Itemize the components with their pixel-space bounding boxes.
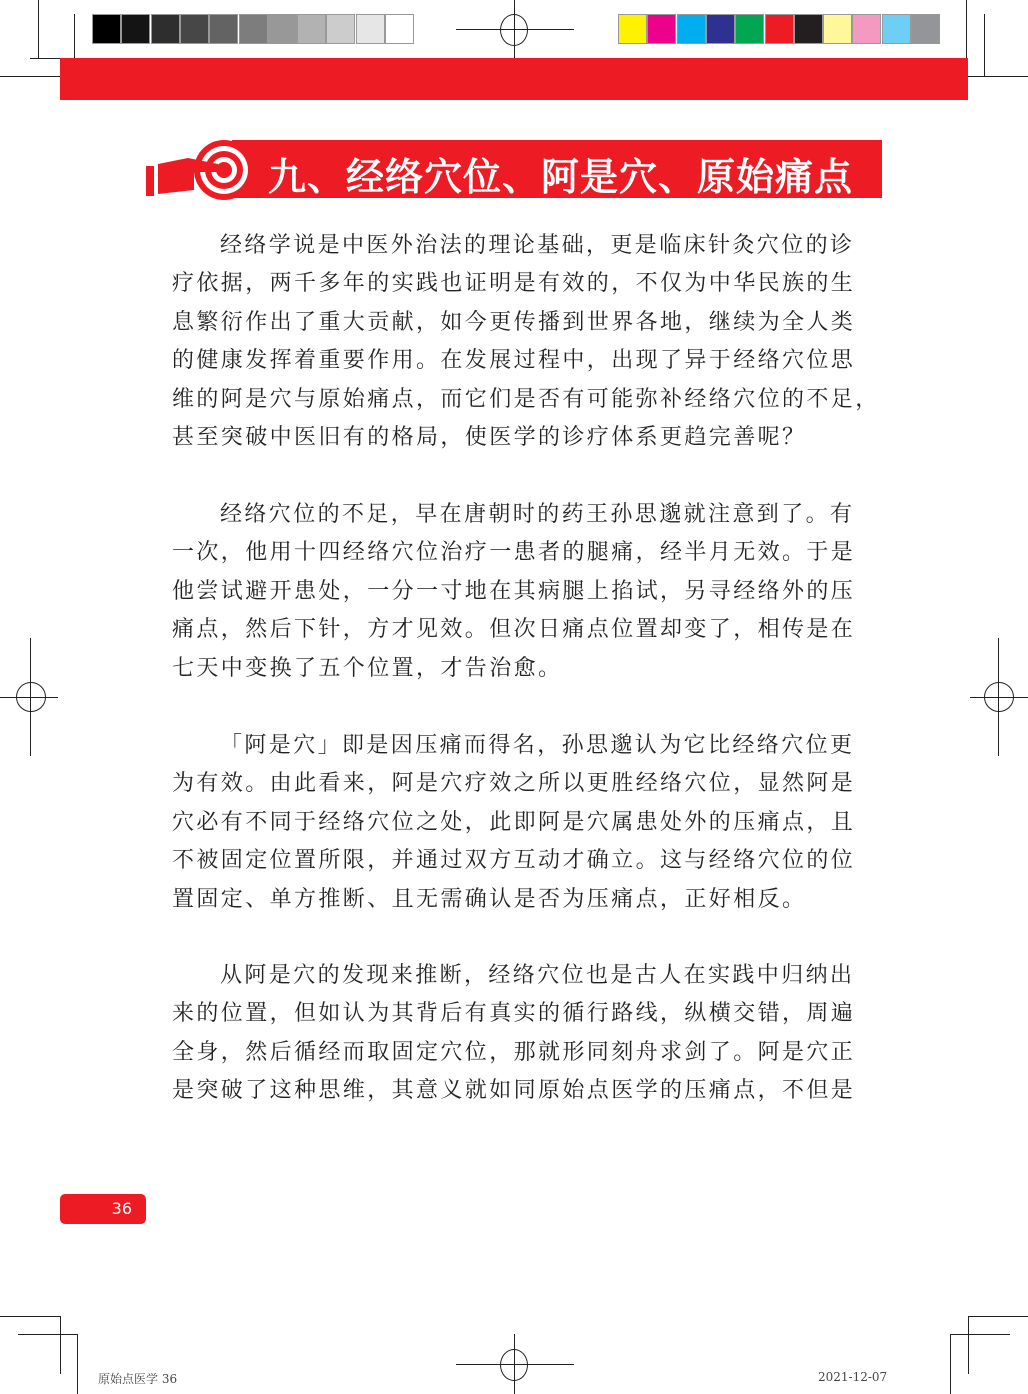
crop-mark <box>60 1316 61 1374</box>
text-line: 疗依据，两千多年的实践也证明是有效的，不仅为中华民族的生 <box>172 271 856 297</box>
pointing-hand-target-icon <box>144 140 264 202</box>
crop-mark <box>30 58 60 59</box>
crop-mark <box>77 1334 78 1394</box>
crop-mark <box>38 0 39 58</box>
registration-mark <box>16 682 46 712</box>
crop-mark <box>950 1334 1010 1335</box>
color-swatch <box>647 14 676 44</box>
color-swatch <box>239 14 268 44</box>
text-line: 经络穴位的不足，早在唐朝时的药王孙思邈就注意到了。有 <box>220 502 855 527</box>
color-swatch <box>209 14 238 44</box>
color-swatch <box>121 14 150 44</box>
color-swatch <box>326 14 355 44</box>
registration-mark <box>500 1349 528 1381</box>
text-line: 他尝试避开患处，一分一寸地在其病腿上掐试，另寻经络外的压 <box>172 578 856 604</box>
text-line: 穴必有不同于经络穴位之处，此即阿是穴属患处外的压痛点，且 <box>172 809 856 835</box>
color-swatch <box>268 14 297 44</box>
color-swatch <box>297 14 326 44</box>
text-line: 全身，然后循经而取固定穴位，那就形同刻舟求剑了。阿是穴正 <box>172 1039 856 1065</box>
footer-date: 2021-12-07 <box>818 1370 888 1384</box>
text-line: 为有效。由此看来，阿是穴疗效之所以更胜经络穴位，显然阿是 <box>172 771 856 797</box>
color-swatch <box>794 14 823 44</box>
text-line: 来的位置，但如认为其背后有真实的循行路线，纵横交错，周遍 <box>172 1001 856 1027</box>
page-number-badge: 36 <box>60 1194 146 1224</box>
color-swatch <box>385 14 414 44</box>
crop-mark <box>18 1334 78 1335</box>
text-line: 七天中变换了五个位置，才告治愈。 <box>172 655 563 681</box>
registration-mark <box>984 682 1014 712</box>
header-band <box>60 58 968 100</box>
text-line: 置固定、单方推断、且无需确认是否为压痛点，正好相反。 <box>172 886 807 912</box>
color-swatch <box>677 14 706 44</box>
text-line: 从阿是穴的发现来推断，经络穴位也是古人在实践中归纳出 <box>220 963 855 988</box>
color-swatch <box>823 14 852 44</box>
crop-mark <box>968 76 1028 77</box>
text-line: 甚至突破中医旧有的格局，使医学的诊疗体系更趋完善呢？ <box>172 425 807 450</box>
crop-mark <box>950 1334 951 1394</box>
text-line: 的健康发挥着重要作用。在发展过程中，出现了异于经络穴位思 <box>172 348 856 374</box>
text-line: 经络学说是中医外治法的理论基础，更是临床针灸穴位的诊 <box>220 233 855 258</box>
text-line: 痛点，然后下针，方才见效。但次日痛点位置却变了，相传是在 <box>172 617 856 643</box>
color-swatch <box>735 14 764 44</box>
color-swatch <box>180 14 209 44</box>
color-swatch <box>882 14 911 44</box>
color-swatch <box>852 14 881 44</box>
color-swatch <box>618 14 647 44</box>
crop-mark <box>968 1316 1028 1317</box>
crop-mark <box>966 0 967 58</box>
text-line: 维的阿是穴与原始痛点，而它们是否有可能弥补经络穴位的不足， <box>172 386 880 412</box>
text-line: 不被固定位置所限，并通过双方互动才确立。这与经络穴位的位 <box>172 848 856 874</box>
text-line: 「阿是穴」即是因压痛而得名，孙思邈认为它比经络穴位更 <box>220 733 855 758</box>
footer-left: 原始点医学 36 <box>98 1372 178 1386</box>
section-title: 九、经络穴位、阿是穴、原始痛点 <box>268 155 854 199</box>
color-swatch <box>706 14 735 44</box>
text-line: 是突破了这种思维，其意义就如同原始点医学的压痛点，不但是 <box>172 1078 856 1104</box>
crop-mark <box>968 1316 969 1374</box>
registration-mark <box>500 14 528 46</box>
crop-mark <box>984 14 985 76</box>
color-swatch <box>151 14 180 44</box>
crop-mark <box>0 1316 60 1317</box>
color-swatch <box>911 14 940 44</box>
color-swatch <box>356 14 385 44</box>
crop-mark <box>0 76 60 77</box>
text-line: 一次，他用十四经络穴位治疗一患者的腿痛，经半月无效。于是 <box>172 540 856 566</box>
color-swatch <box>765 14 794 44</box>
color-swatch <box>92 14 121 44</box>
text-line: 息繁衍作出了重大贡献，如今更传播到世界各地，继续为全人类 <box>172 309 856 335</box>
